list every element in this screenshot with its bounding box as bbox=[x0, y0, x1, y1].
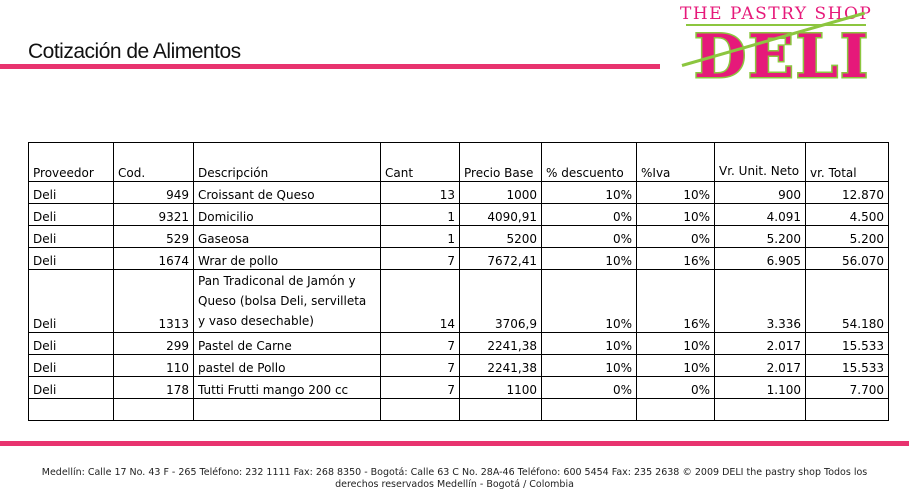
table-cell: 10% bbox=[542, 355, 637, 377]
table-cell: 2241,38 bbox=[460, 333, 542, 355]
table-cell: 110 bbox=[114, 355, 194, 377]
table-cell: 10% bbox=[637, 182, 715, 204]
column-header: % descuento bbox=[542, 143, 637, 182]
table-cell: 2.017 bbox=[715, 333, 806, 355]
table-cell: 56.070 bbox=[806, 248, 889, 270]
table-cell: 7 bbox=[381, 355, 460, 377]
footer-divider bbox=[0, 441, 909, 446]
footer-line-2: derechos reservados Medellín - Bogotá / Colombia bbox=[335, 479, 574, 490]
table-cell: 1 bbox=[381, 226, 460, 248]
column-header: vr. Total bbox=[806, 143, 889, 182]
table-cell: Deli bbox=[29, 333, 114, 355]
column-header: Precio Base bbox=[460, 143, 542, 182]
table-cell: 10% bbox=[637, 333, 715, 355]
table-cell: 1000 bbox=[460, 182, 542, 204]
table-cell: 10% bbox=[637, 355, 715, 377]
table-cell: 949 bbox=[114, 182, 194, 204]
table-cell: Deli bbox=[29, 355, 114, 377]
table-cell: 5.200 bbox=[715, 226, 806, 248]
table-header-row bbox=[29, 143, 889, 182]
table-cell bbox=[542, 399, 637, 421]
table-cell: 10% bbox=[542, 333, 637, 355]
table-cell: 1 bbox=[381, 204, 460, 226]
table-row bbox=[29, 333, 889, 355]
quote-table bbox=[28, 142, 889, 421]
table-cell: 4.091 bbox=[715, 204, 806, 226]
table-cell: Deli bbox=[29, 270, 114, 333]
column-header: %Iva bbox=[637, 143, 715, 182]
table-cell: 4090,91 bbox=[460, 204, 542, 226]
page-title: Cotización de Alimentos bbox=[28, 40, 241, 63]
header-divider bbox=[0, 64, 660, 69]
table-cell: 6.905 bbox=[715, 248, 806, 270]
table-cell: Pan Tradiconal de Jamón y Queso (bolsa Deli, servilleta y vaso desechable) bbox=[194, 270, 381, 333]
table-cell: 5200 bbox=[460, 226, 542, 248]
table-cell: Tutti Frutti mango 200 cc bbox=[194, 377, 381, 399]
table-cell: 54.180 bbox=[806, 270, 889, 333]
table-cell: 0% bbox=[542, 204, 637, 226]
table-cell: 2241,38 bbox=[460, 355, 542, 377]
table-cell: 14 bbox=[381, 270, 460, 333]
table-cell: 0% bbox=[542, 226, 637, 248]
table-cell: 5.200 bbox=[806, 226, 889, 248]
empty-row bbox=[29, 399, 889, 421]
table-cell: Deli bbox=[29, 377, 114, 399]
table-cell: Gaseosa bbox=[194, 226, 381, 248]
table-cell: 3706,9 bbox=[460, 270, 542, 333]
table-cell: 7 bbox=[381, 377, 460, 399]
table-cell: Croissant de Queso bbox=[194, 182, 381, 204]
table-cell: 7 bbox=[381, 248, 460, 270]
table-cell: 7 bbox=[381, 333, 460, 355]
table-cell: 13 bbox=[381, 182, 460, 204]
table-cell bbox=[194, 399, 381, 421]
table-cell: 15.533 bbox=[806, 333, 889, 355]
table-cell: 2.017 bbox=[715, 355, 806, 377]
table-cell bbox=[637, 399, 715, 421]
table-row bbox=[29, 226, 889, 248]
table-cell: 3.336 bbox=[715, 270, 806, 333]
table-cell: 1313 bbox=[114, 270, 194, 333]
table-cell: 1.100 bbox=[715, 377, 806, 399]
table-cell: 10% bbox=[542, 270, 637, 333]
table-cell: 178 bbox=[114, 377, 194, 399]
table-cell: 15.533 bbox=[806, 355, 889, 377]
table-row bbox=[29, 270, 889, 333]
column-header: Vr. Unit. Neto bbox=[715, 143, 806, 182]
table-cell: pastel de Pollo bbox=[194, 355, 381, 377]
table-cell: 900 bbox=[715, 182, 806, 204]
column-header: Proveedor bbox=[29, 143, 114, 182]
table-cell: 16% bbox=[637, 270, 715, 333]
table-cell: 10% bbox=[542, 182, 637, 204]
table-cell: Deli bbox=[29, 226, 114, 248]
table-cell: 529 bbox=[114, 226, 194, 248]
table-cell bbox=[715, 399, 806, 421]
table-cell: Wrar de pollo bbox=[194, 248, 381, 270]
table-cell: 1100 bbox=[460, 377, 542, 399]
footer bbox=[0, 467, 909, 491]
table-row bbox=[29, 182, 889, 204]
table-cell: 7.700 bbox=[806, 377, 889, 399]
table-cell: Domicilio bbox=[194, 204, 381, 226]
table-cell: 12.870 bbox=[806, 182, 889, 204]
table-cell bbox=[114, 399, 194, 421]
table-row bbox=[29, 204, 889, 226]
table-cell bbox=[460, 399, 542, 421]
table-cell: 16% bbox=[637, 248, 715, 270]
table-cell: 7672,41 bbox=[460, 248, 542, 270]
table-cell bbox=[381, 399, 460, 421]
table-cell: 0% bbox=[637, 226, 715, 248]
table-row bbox=[29, 377, 889, 399]
table-cell: 10% bbox=[637, 204, 715, 226]
column-header: Cod. bbox=[114, 143, 194, 182]
table-row bbox=[29, 355, 889, 377]
table-cell: 10% bbox=[542, 248, 637, 270]
table-cell bbox=[29, 399, 114, 421]
table-cell: Deli bbox=[29, 204, 114, 226]
table-cell: Pastel de Carne bbox=[194, 333, 381, 355]
table-cell bbox=[806, 399, 889, 421]
table-cell: 0% bbox=[542, 377, 637, 399]
column-header: Descripción bbox=[194, 143, 381, 182]
table-cell: Deli bbox=[29, 248, 114, 270]
table-cell: Deli bbox=[29, 182, 114, 204]
footer-line-1: Medellín: Calle 17 No. 43 F - 265 Teléfono: 232 1111 Fax: 268 8350 - Bogotá: Calle 63 C No. 28A-46 Teléfono: 600 5454 Fax: 235 2638 © 2009 DELI the pastry shop Todos los bbox=[41, 467, 868, 478]
table-cell: 4.500 bbox=[806, 204, 889, 226]
deli-logo: THE PASTRY SHOP DELI bbox=[680, 4, 873, 92]
column-header: Cant bbox=[381, 143, 460, 182]
table-cell: 299 bbox=[114, 333, 194, 355]
table-cell: 9321 bbox=[114, 204, 194, 226]
table-cell: 0% bbox=[637, 377, 715, 399]
table-cell: 1674 bbox=[114, 248, 194, 270]
table-row bbox=[29, 248, 889, 270]
